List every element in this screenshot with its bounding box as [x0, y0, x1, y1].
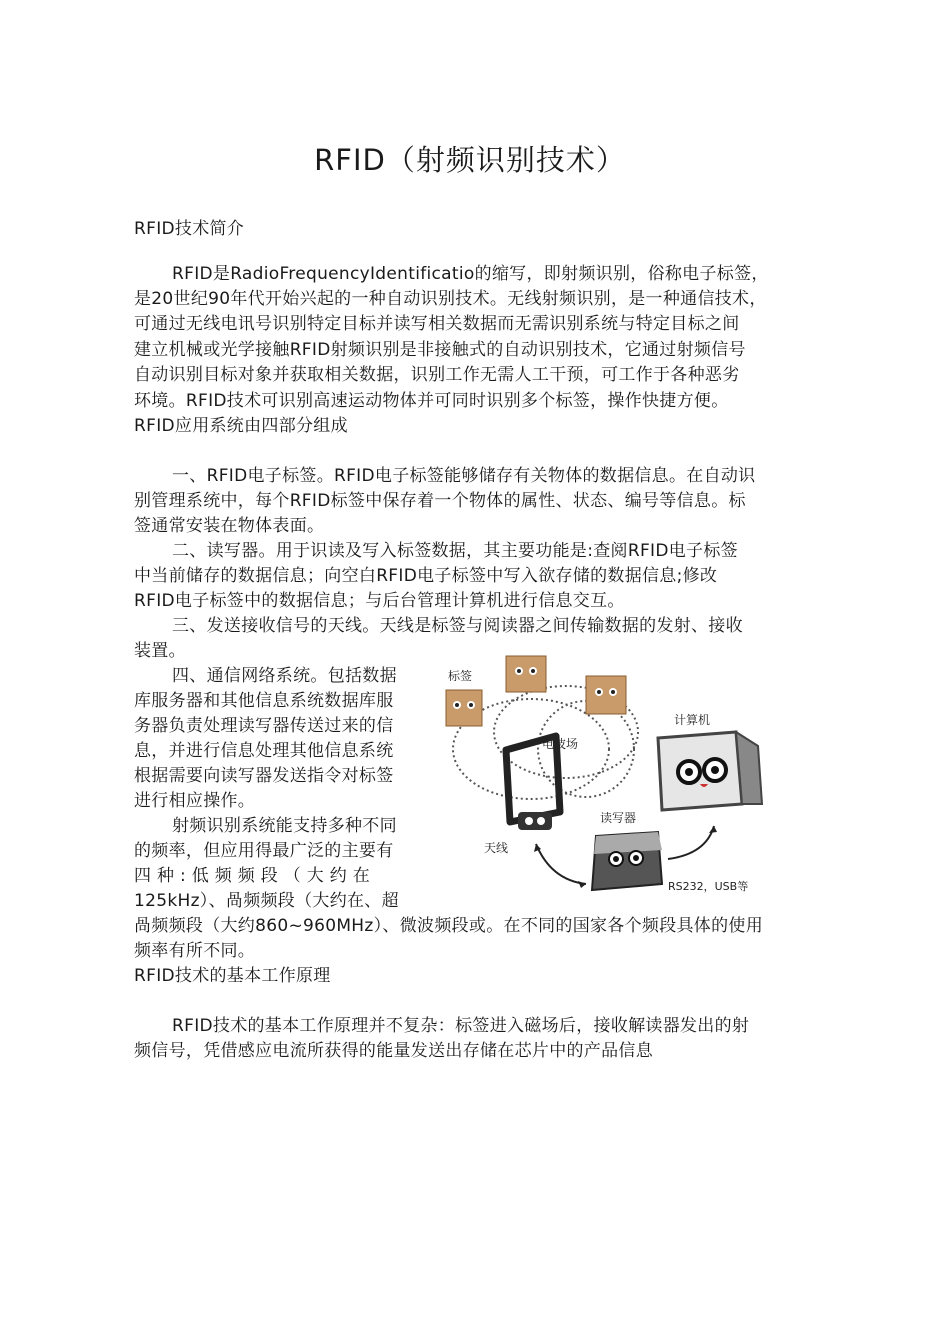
paragraph-line: 四 种 : 低 频 频 段 （ 大 约 在: [134, 866, 371, 886]
section-heading: RFID应用系统由四部分组成: [134, 416, 348, 436]
rfid-tag-icon: [506, 656, 546, 692]
arrow-reader-computer: [668, 826, 714, 859]
paragraph-line: RFID是RadioFrequencyIdentificatio的缩写，即射频识别，俗称电子标签，: [172, 264, 769, 284]
paragraph-line: 频率有所不同。: [134, 941, 256, 961]
paragraph-line: 自动识别目标对象并获取相关数据，识别工作无需人工干预，可工作于各种恶劣: [134, 365, 740, 385]
computer-icon: [658, 732, 762, 810]
paragraph-line: 库服务器和其他信息系统数据库服: [134, 691, 394, 711]
paragraph-line: 建立机械或光学接触RFID射频识别是非接触式的自动识别技术，它通过射频信号: [134, 340, 746, 360]
rfid-system-figure: [436, 654, 778, 900]
port-label: RS232，USB等: [668, 880, 749, 893]
paragraph-line: 二、读写器。用于识读及写入标签数据，其主要功能是:查阅RFID电子标签: [172, 541, 738, 561]
computer-label: 计算机: [674, 713, 711, 727]
paragraph-line: 中当前储存的数据信息；向空白RFID电子标签中写入欲存储的数据信息;修改: [134, 566, 718, 586]
paragraph-line: 进行相应操作。: [134, 791, 256, 811]
paragraph-line: RFID电子标签中的数据信息；与后台管理计算机进行信息交互。: [134, 591, 625, 611]
paragraph-line: 息，并进行信息处理其他信息系统: [134, 741, 394, 761]
rfid-tag-icon: [586, 676, 626, 714]
arrow-antenna-reader: [536, 844, 586, 884]
tag-label: 标签: [448, 669, 473, 683]
rfid-tag-icon: [446, 690, 482, 726]
paragraph-line: 环境。RFID技术可识别高速运动物体并可同时识别多个标签，操作快捷方便。: [134, 391, 729, 411]
antenna-label: 天线: [484, 841, 509, 855]
paragraph-line: 射频识别系统能支持多种不同: [172, 816, 397, 836]
paragraph-line: 别管理系统中，每个RFID标签中保存着一个物体的属性、状态、编号等信息。标: [134, 491, 746, 511]
paragraph-line: 三、发送接收信号的天线。天线是标签与阅读器之间传输数据的发射、接收: [172, 616, 743, 636]
paragraph-line: 四、通信网络系统。包括数据: [172, 666, 397, 686]
section-heading: RFID技术简介: [134, 219, 245, 239]
wave-field-label: 电波场: [542, 737, 579, 751]
paragraph-line: 咼频频段（大约860~960MHz）、微波频段或。在不同的国家各个频段具体的使用: [134, 916, 764, 936]
paragraph-line: 是20世纪90年代开始兴起的一种自动识别技术。无线射频识别，是一种通信技术，: [134, 289, 767, 309]
paragraph-line: 务器负责处理读写器传送过来的信: [134, 716, 394, 736]
paragraph-line: 可通过无线电讯号识别特定目标并读写相关数据而无需识别系统与特定目标之间: [134, 314, 740, 334]
paragraph-line: 根据需要向读写器发送指令对标签: [134, 766, 394, 786]
paragraph-line: 一、RFID电子标签。RFID电子标签能够储存有关物体的数据信息。在自动识: [172, 466, 756, 486]
paragraph-line: RFID技术的基本工作原理并不复杂：标签进入磁场后，接收解读器发出的射: [172, 1016, 750, 1036]
paragraph-line: 签通常安装在物体表面。: [134, 516, 325, 536]
reader-icon: [592, 832, 662, 890]
paragraph-line: 125kHz）、咼频频段（大约在、超: [134, 891, 399, 911]
paragraph-line: 频信号，凭借感应电流所获得的能量发送出存储在芯片中的产品信息: [134, 1041, 653, 1061]
reader-label: 读写器: [600, 811, 637, 825]
arrowhead-icon: [578, 881, 586, 888]
page-title: RFID（射频识别技术）: [314, 143, 626, 177]
paragraph-line: 的频率，但应用得最广泛的主要有: [134, 841, 394, 861]
section-heading: RFID技术的基本工作原理: [134, 966, 331, 986]
paragraph-line: 装置。: [134, 641, 186, 661]
